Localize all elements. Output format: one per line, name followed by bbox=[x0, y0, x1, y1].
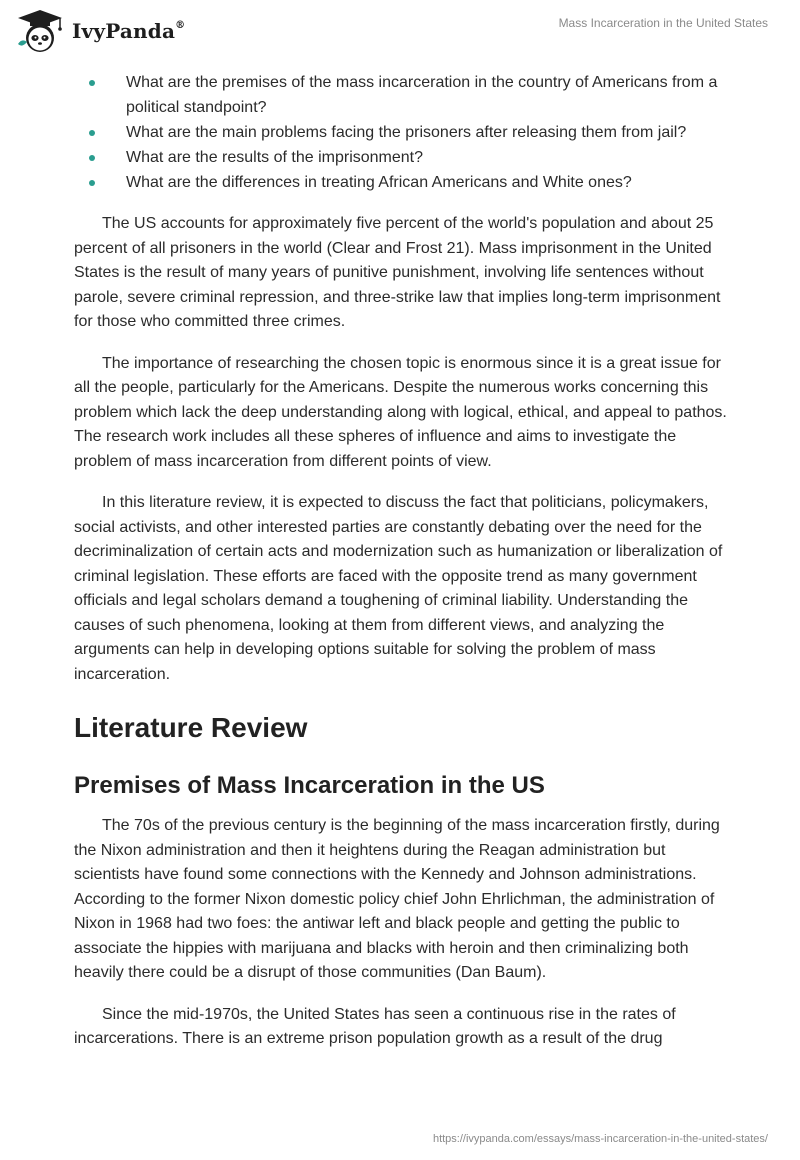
bullet-icon bbox=[89, 180, 95, 186]
list-item: What are the premises of the mass incarceration in the country of Americans from a political standpoint? bbox=[74, 71, 730, 120]
section-heading: Literature Review bbox=[74, 712, 308, 744]
research-questions-list bbox=[74, 71, 730, 195]
list-item: What are the main problems facing the prisoners after releasing them from jail? bbox=[74, 121, 730, 146]
page-header bbox=[0, 0, 800, 62]
subsection-heading: Premises of Mass Incarceration in the US bbox=[74, 772, 545, 800]
bullet-icon bbox=[89, 80, 95, 86]
paragraph: The importance of researching the chosen topic is enormous since it is a great issue for all the people, particularly for the Americans. Despite the numerous works concerning this problem which lack the deep understanding along with logical, ethical, and appeal to pathos. The research work includes all these spheres of influence and aims to investigate the problem of mass incarceration from different points of view. bbox=[74, 354, 727, 470]
panda-graduate-icon bbox=[14, 8, 66, 54]
brand-logo[interactable] bbox=[14, 8, 185, 54]
paragraph: The US accounts for approximately five percent of the world's population and about 25 percent of all prisoners in the world (Clear and Frost 21). Mass imprisonment in the United States is the result of many years of punitive punishment, involving life sentences without parole, severe criminal repression, and three-strike law that implies long-term imprisonment for those who committed three crimes. bbox=[74, 215, 721, 331]
source-url[interactable]: https://ivypanda.com/essays/mass-incarceration-in-the-united-states/ bbox=[432, 1133, 768, 1145]
article-body bbox=[74, 71, 730, 1052]
bullet-icon bbox=[89, 130, 95, 136]
bullet-icon bbox=[89, 155, 95, 161]
paragraph: Since the mid-1970s, the United States has seen a continuous rise in the rates of incarcerations. There is an extreme prison population growth as a result of the drug bbox=[74, 1005, 676, 1048]
paragraph: The 70s of the previous century is the beginning of the mass incarceration firstly, during the Nixon administration and then it heightens during the Reagan administration but scientists have found some connections with the Kennedy and Johnson administrations. According to the former Nixon domestic policy chief John Ehrlichman, the administration of Nixon in 1968 had two foes: the antiwar left and black people and getting the public to associate the hippies with marijuana and blacks with heroin and then criminalizing both heavily there could be a disrupt of those communities (Dan Baum). bbox=[74, 817, 720, 982]
list-item: What are the differences in treating African Americans and White ones? bbox=[74, 171, 730, 196]
list-item: What are the results of the imprisonment? bbox=[74, 146, 730, 171]
paragraph: In this literature review, it is expected to discuss the fact that politicians, policymakers, social activists, and other interested parties are constantly debating over the need for the decriminalization of certain acts and modernization such as humanization or liberalization of criminal legislation. These efforts are faced with the opposite trend as many government officials and legal scholars demand a toughening of criminal liability. Understanding the causes of such phenomena, looking at them from different views, and analyzing the arguments can help in developing options suitable for solving the problem of mass incarceration. bbox=[74, 494, 723, 683]
brand-name: IvyPanda® bbox=[72, 19, 186, 43]
document-title: Mass Incarceration in the United States bbox=[558, 16, 768, 30]
